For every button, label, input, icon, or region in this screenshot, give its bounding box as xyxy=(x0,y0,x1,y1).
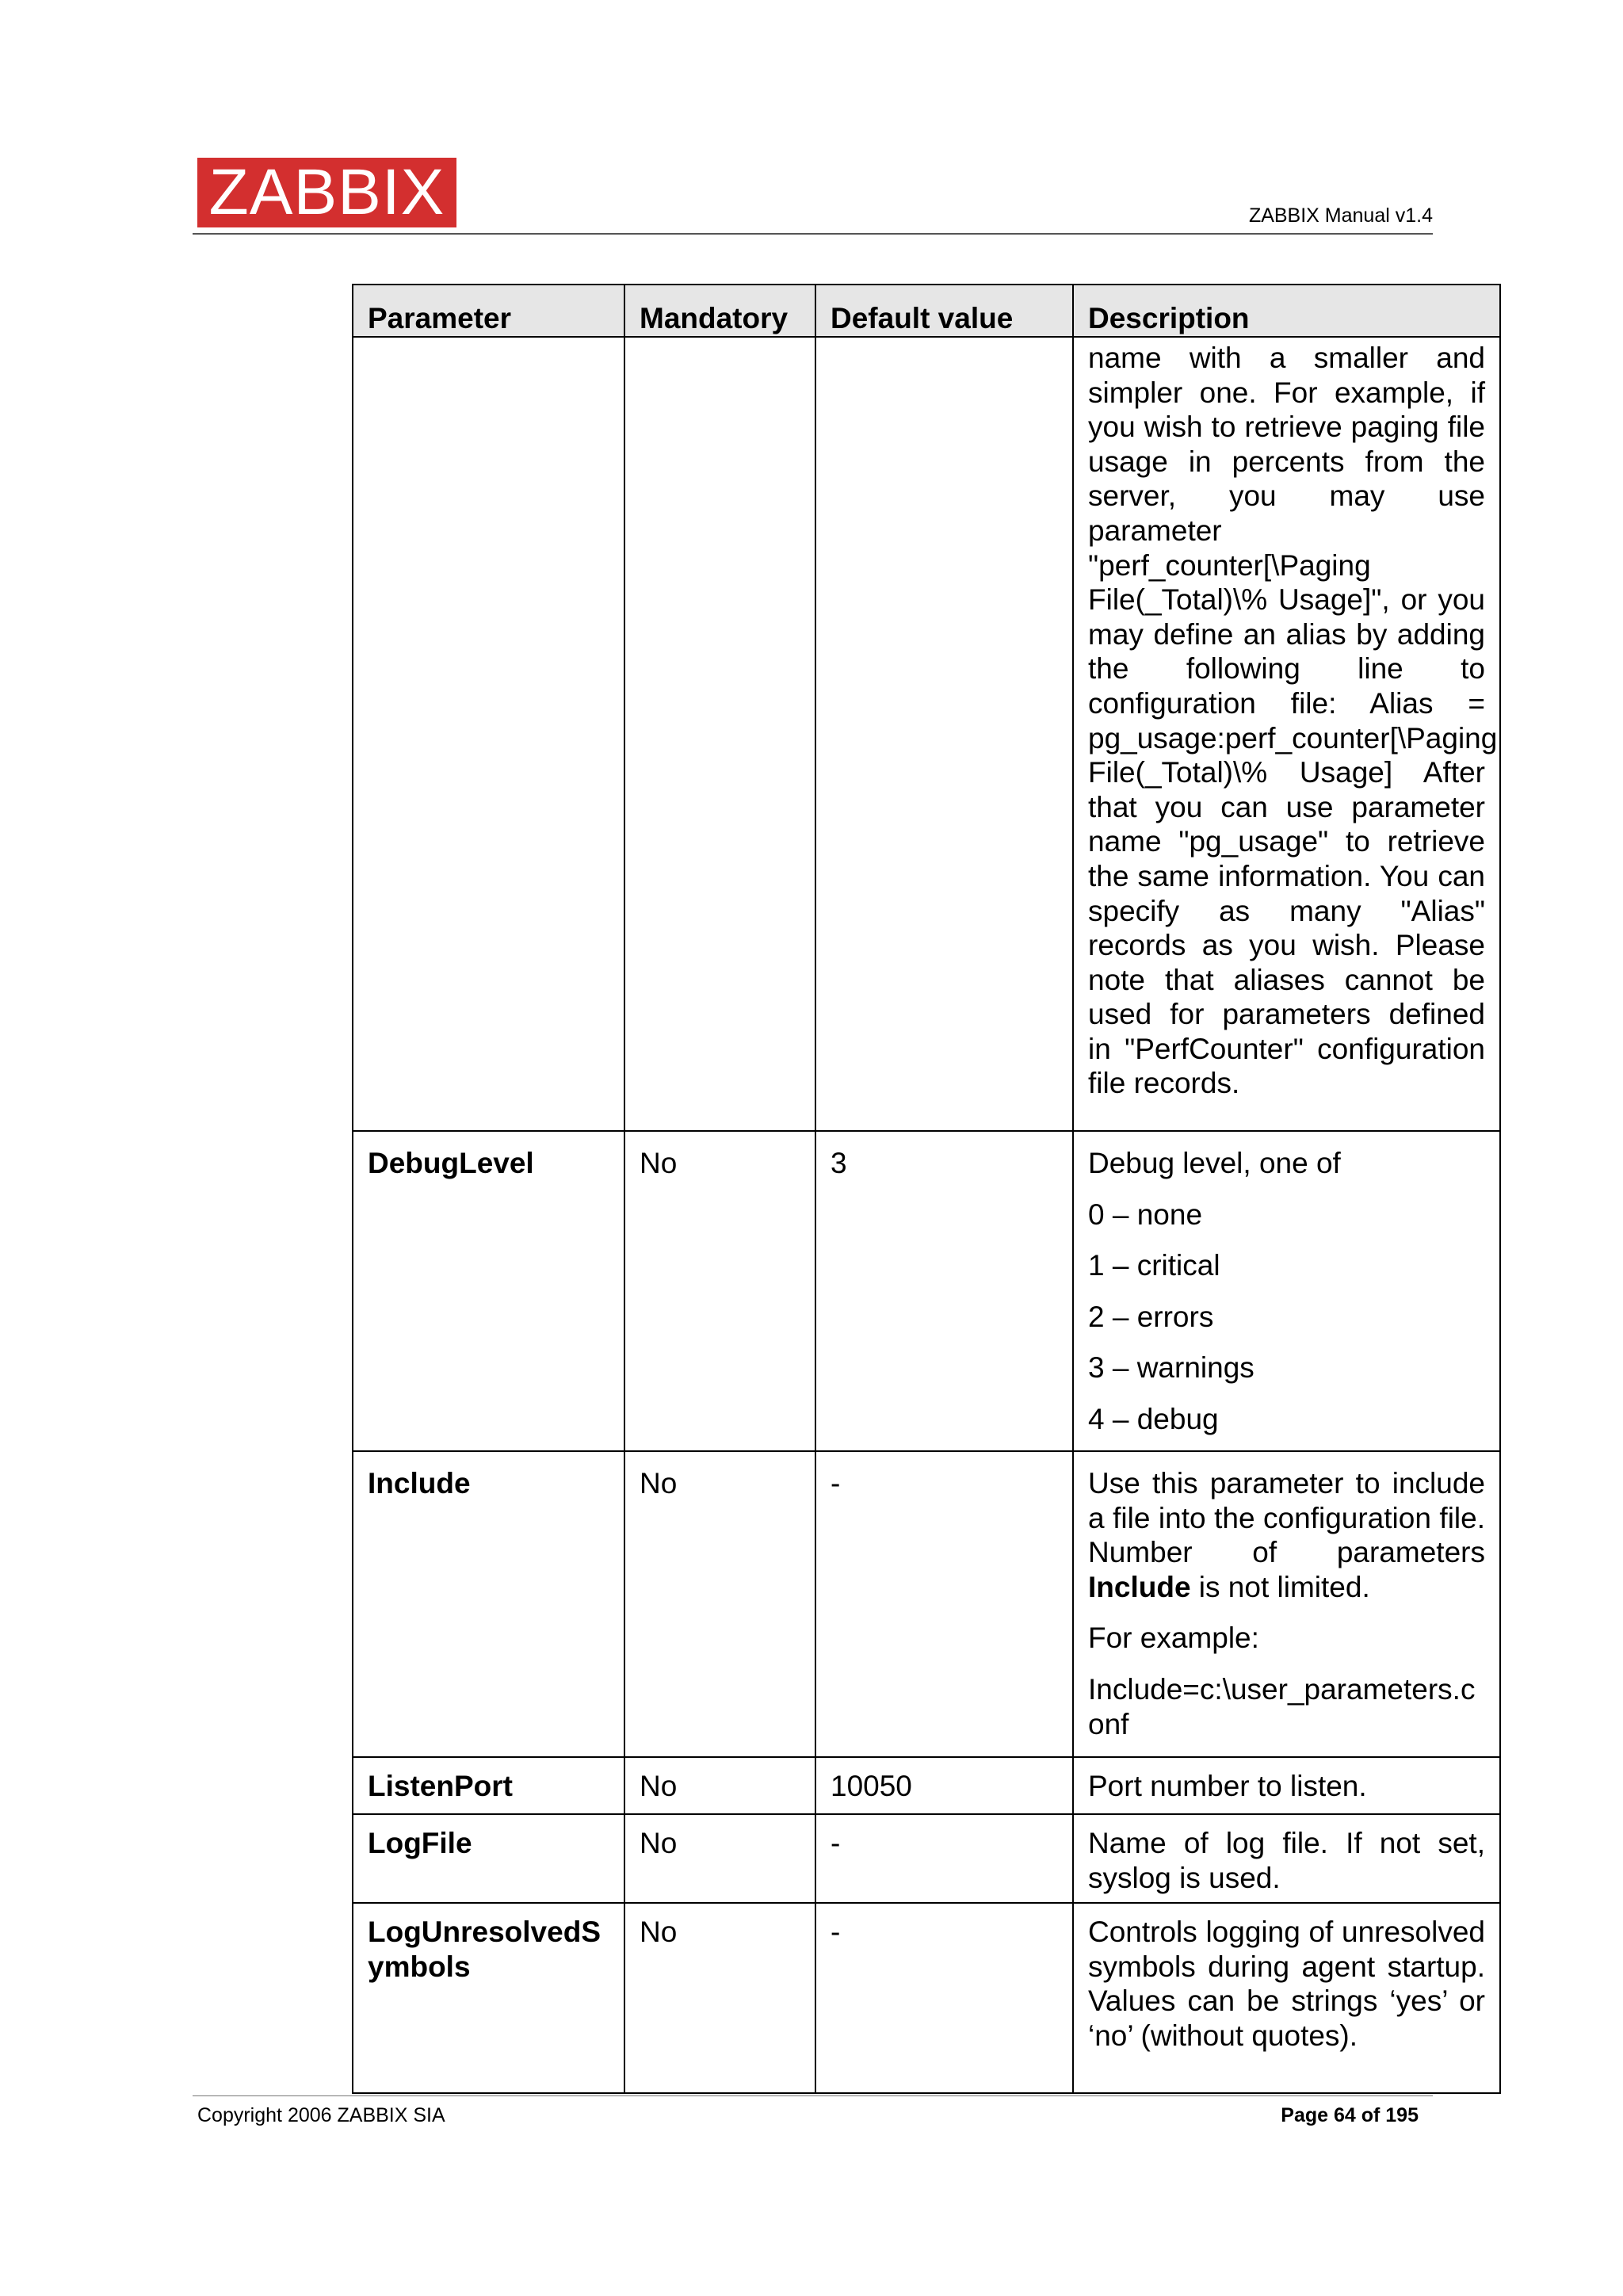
table-header-row xyxy=(353,285,1500,337)
column-header-parameter: Parameter xyxy=(353,285,624,337)
description-cell: Controls logging of unresolved symbols during agent startup. Values can be strings ‘yes’ or ‘no’ (without quotes). xyxy=(1073,1903,1500,2093)
table-row xyxy=(353,1814,1500,1903)
header-divider xyxy=(193,233,1433,235)
parameters-table xyxy=(352,284,1501,2094)
description-text-end: is not limited. xyxy=(1190,1570,1370,1603)
default-value-cell xyxy=(815,337,1073,1131)
parameter-cell: ListenPort xyxy=(353,1757,624,1814)
description-cell xyxy=(1073,1131,1500,1451)
copyright-text: Copyright 2006 ZABBIX SIA xyxy=(197,2104,445,2126)
mandatory-cell: No xyxy=(624,1903,815,2093)
table-row xyxy=(353,337,1500,1131)
mandatory-cell: No xyxy=(624,1814,815,1903)
column-header-description: Description xyxy=(1073,285,1500,337)
default-value-cell: - xyxy=(815,1451,1073,1757)
parameter-cell: LogFile xyxy=(353,1814,624,1903)
default-value-cell: 3 xyxy=(815,1131,1073,1451)
table-row xyxy=(353,1131,1500,1451)
table-row xyxy=(353,1757,1500,1814)
description-cell: name with a smaller and simpler one. For example, if you wish to retrieve paging file usage in percents from the server, you may use parameter "perf_counter[\Paging File(_Total)\% Usage]", or you may define an alias by adding the following line to configuration file: Alias = pg_usage:perf_counter[\Paging File(_Total)\% Usage] After that you can use parameter name "pg_usage" to retrieve the same information. You can specify as many "Alias" records as you wish. Please note that aliases cannot be used for parameters defined in "PerfCounter" configuration file records. xyxy=(1073,337,1500,1131)
parameter-cell: DebugLevel xyxy=(353,1131,624,1451)
description-cell: Port number to listen. xyxy=(1073,1757,1500,1814)
default-value-cell: - xyxy=(815,1903,1073,2093)
debug-level-option: 3 – warnings xyxy=(1088,1351,1254,1385)
description-cell: Name of log file. If not set, syslog is used. xyxy=(1073,1814,1500,1903)
page-number: Page 64 of 195 xyxy=(1281,2104,1419,2126)
table-row xyxy=(353,1903,1500,2093)
parameter-cell: Include xyxy=(353,1451,624,1757)
mandatory-cell: No xyxy=(624,1451,815,1757)
mandatory-cell xyxy=(624,337,815,1131)
default-value-cell: - xyxy=(815,1814,1073,1903)
column-header-mandatory: Mandatory xyxy=(624,285,815,337)
manual-title: ZABBIX Manual v1.4 xyxy=(1248,204,1433,227)
example-label: For example: xyxy=(1088,1622,1259,1655)
footer-divider xyxy=(193,2095,1433,2096)
mandatory-cell: No xyxy=(624,1757,815,1814)
debug-level-option: 1 – critical xyxy=(1088,1249,1220,1282)
description-line: Debug level, one of xyxy=(1088,1147,1341,1179)
default-value-cell: 10050 xyxy=(815,1757,1073,1814)
description-cell xyxy=(1073,1451,1500,1757)
parameter-cell xyxy=(353,337,624,1131)
include-keyword: Include xyxy=(1088,1570,1191,1603)
zabbix-logo: ZABBIX xyxy=(197,158,456,227)
debug-level-option: 4 – debug xyxy=(1088,1402,1219,1435)
mandatory-cell: No xyxy=(624,1131,815,1451)
debug-level-option: 0 – none xyxy=(1088,1198,1203,1231)
example-value: Include=c:\user_parameters.conf xyxy=(1088,1672,1476,1740)
parameter-cell: LogUnresolvedSymbols xyxy=(353,1903,624,2093)
description-text-start: Use this parameter to include a file into the configuration file. Number of parameters xyxy=(1088,1467,1485,1569)
column-header-default-value: Default value xyxy=(815,285,1073,337)
debug-level-option: 2 – errors xyxy=(1088,1300,1214,1333)
description-text xyxy=(1088,1466,1485,1604)
table-row xyxy=(353,1451,1500,1757)
